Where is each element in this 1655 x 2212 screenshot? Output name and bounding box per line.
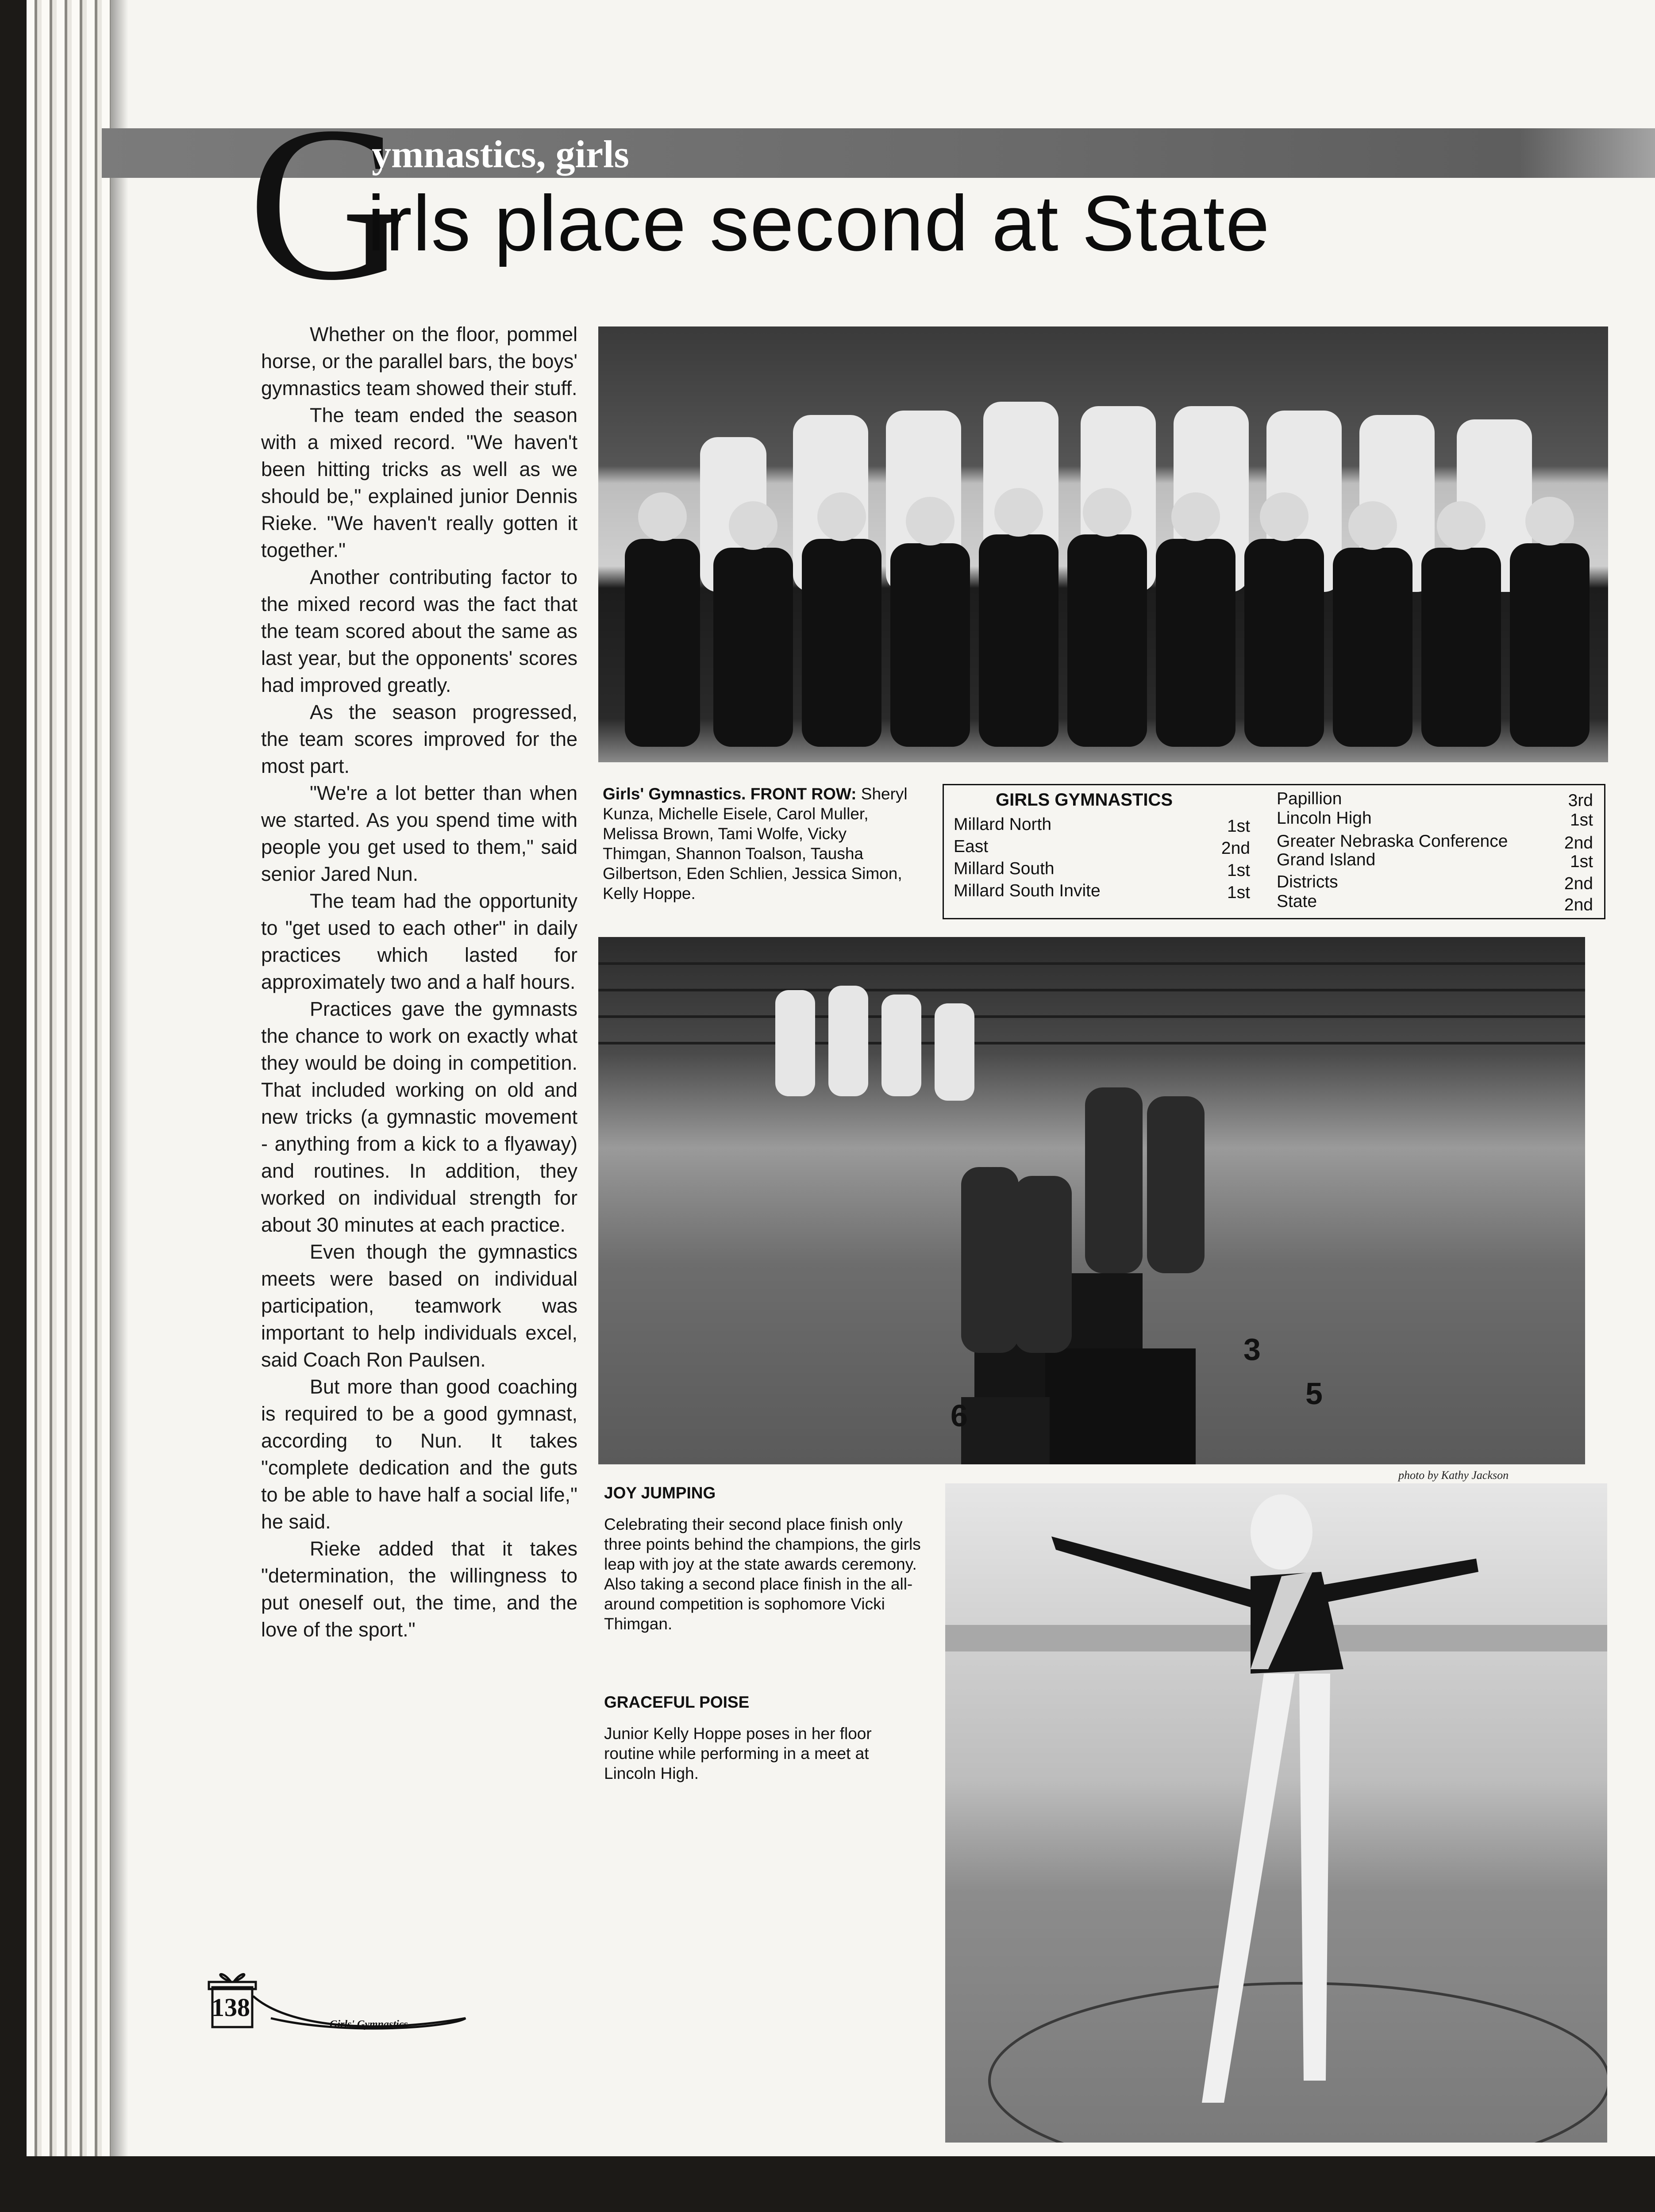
body-paragraph: "We're a lot better than when we started. As you spend time with people you get used to them," said senior Jared Nun. [261,782,577,885]
result-place: 1st [1227,817,1250,836]
caption-heading: GRACEFUL POISE [604,1693,750,1711]
podium-number: 6 [951,1398,968,1433]
result-meet: East [954,837,989,856]
body-paragraph: Even though the gymnastics meets were based on individual participation, teamwork was important to help individuals excel, said Coach Ron Paulsen. [261,1240,577,1371]
result-meet: Millard South Invite [954,881,1101,900]
caption-heading: JOY JUMPING [604,1484,716,1502]
result-place: 1st [1570,810,1593,830]
body-paragraph: The team had the opportunity to "get used to each other" in daily practices which lasted for approximately two and a half hours. [261,890,577,993]
result-place: 2nd [1564,833,1593,853]
article-body [261,321,577,1643]
gymnast-floor-routine-photo [945,1483,1607,2143]
result-meet: Lincoln High [1277,809,1372,828]
photo-credit: photo by Kathy Jackson [1398,1469,1509,1482]
result-meet: Grand Island [1277,850,1376,869]
joy-jumping-caption [604,1483,923,1634]
result-meet: Millard North [954,815,1052,834]
result-place: 2nd [1564,895,1593,914]
graceful-poise-caption [604,1692,923,1783]
body-paragraph: Another contributing factor to the mixed record was the fact that the team scored about the same as last year, but the opponents' scores had improved greatly. [261,566,577,696]
result-meet: Greater Nebraska Conference [1277,832,1508,851]
result-place: 2nd [1221,839,1250,858]
result-meet: Districts [1277,872,1338,891]
result-place: 1st [1227,883,1250,902]
body-paragraph: But more than good coaching is required to be a good gymnast, according to Nun. It takes "complete dedication and the guts to be able to have half a social life," he said. [261,1375,577,1533]
result-meet: Papillion [1277,789,1342,808]
folio-section-label: Girls' Gymnastics [330,2019,408,2030]
result-meet: Millard South [954,859,1055,878]
results-title: GIRLS GYMNASTICS [995,790,1173,810]
team-caption-names: Sheryl Kunza, Michelle Eisele, Carol Muller, Melissa Brown, Tami Wolfe, Vicky Thimgan, Shannon Toalson, Tausha Gilbertson, Eden Schlien, Jessica Simon, Kelly Hoppe. [603,785,908,902]
podium-number: 5 [1305,1376,1323,1411]
caption-text: Junior Kelly Hoppe poses in her floor routine while performing in a meet at Lincoln High. [604,1724,872,1782]
body-paragraph: Whether on the floor, pommel horse, or the parallel bars, the boys' gymnastics team showed their stuff. [261,323,577,399]
binding-shadow [111,0,128,2156]
team-photo-caption [603,784,917,903]
body-paragraph: The team ended the season with a mixed record. "We haven't been hitting tricks as well as we should be," explained junior Dennis Rieke. "We haven't really gotten it together." [261,404,577,561]
team-photo [598,326,1608,762]
team-photo-figures [598,326,1608,762]
section-title: ymnastics, girls [372,133,629,176]
body-paragraph: As the season progressed, the team scores improved for the most part. [261,701,577,777]
result-place: 2nd [1564,874,1593,893]
awards-photo-scene [598,937,1585,1464]
header-band-highlight [1518,128,1655,178]
body-paragraph: Rieke added that it takes "determination, the willingness to put oneself out, the time, and the love of the sport." [261,1537,577,1641]
headline: irls place second at State [367,179,1270,267]
result-place: 3rd [1568,791,1593,810]
team-caption-lead: Girls' Gymnastics. FRONT ROW: [603,785,857,803]
page-binding-edge [27,0,111,2156]
page-number: 138 [212,1993,250,2022]
body-paragraph: Practices gave the gymnasts the chance to work on exactly what they would be doing in competition. That included working on old and new tricks (a gymnastic movement - anything from a kick to a flyaway) and routines. In addition, they worked on individual strength for about 30 minutes at each practice. [261,998,577,1236]
podium-number: 3 [1243,1332,1261,1367]
drop-cap: G [248,81,408,326]
caption-text: Celebrating their second place finish only three points behind the champions, the girls leap with joy at the state awards ceremony. Also taking a second place finish in the all-around competition is sophomore Vicki Thimgan. [604,1515,921,1633]
gymnast-figure [945,1483,1607,2143]
result-place: 1st [1227,861,1250,880]
result-place: 1st [1570,852,1593,871]
result-meet: State [1277,892,1317,911]
awards-ceremony-photo [598,937,1585,1464]
